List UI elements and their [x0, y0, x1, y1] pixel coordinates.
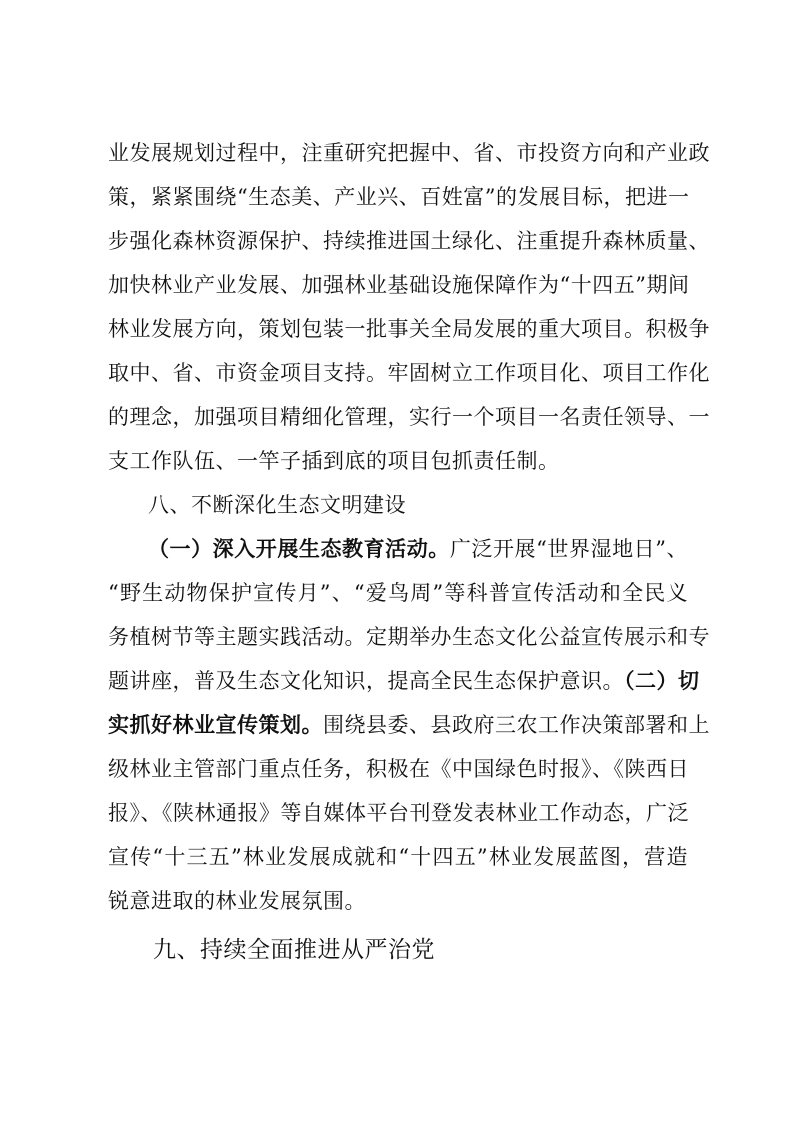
subheading-2-end: 实抓好林业宣传策划。: [108, 713, 323, 737]
paragraph-line: 林业发展方向，策划包装一批事关全局发展的重大项目。积极争: [108, 317, 710, 341]
section-heading-9: 九、持续全面推进从严治党: [153, 937, 435, 963]
paragraph-text: 围绕县委、县政府三农工作决策部署和上: [323, 713, 710, 737]
paragraph-line: 加快林业产业发展、加强林业基础设施保障作为“十四五”期间: [108, 273, 690, 297]
paragraph-text: 广泛开展“世界湿地日”、: [449, 537, 688, 561]
paragraph-line: 务植树节等主题实践活动。定期举办生态文化公益宣传展示和专: [108, 625, 710, 649]
paragraph-line: 的理念，加强项目精细化管理，实行一个项目一名责任领导、一: [108, 405, 710, 429]
paragraph-line: 取中、省、市资金项目支持。牢固树立工作项目化、项目工作化: [108, 361, 710, 385]
paragraph-line: “野生动物保护宣传月”、“爱鸟周”等科普宣传活动和全民义: [108, 581, 688, 605]
paragraph-line: 步强化森林资源保护、持续推进国土绿化、注重提升森林质量、: [108, 229, 710, 253]
paragraph-line: [148, 529, 688, 569]
paragraph-line: 报》、《陕林通报》等自媒体平台刊登发表林业工作动态，广泛: [108, 801, 689, 825]
subheading-2-start: （二）切: [624, 669, 700, 693]
paragraph-line: [108, 705, 710, 745]
paragraph-line: [108, 661, 700, 701]
paragraph-text: 题讲座，普及生态文化知识，提高全民生态保护意识。: [108, 669, 624, 693]
paragraph-line: 级林业主管部门重点任务，积极在《中国绿色时报》、《陕西日: [108, 757, 689, 781]
paragraph-line: 策，紧紧围绕“生态美、产业兴、百姓富”的发展目标，把进一: [108, 185, 690, 209]
subheading-1: （一）深入开展生态教育活动。: [148, 537, 450, 561]
paragraph-line: 业发展规划过程中，注重研究把握中、省、市投资方向和产业政: [108, 141, 710, 165]
paragraph-line: 支工作队伍、一竿子插到底的项目包抓责任制。: [108, 449, 560, 473]
paragraph-line: 宣传“十三五”林业发展成就和“十四五”林业发展蓝图，营造: [108, 845, 688, 869]
paragraph-line: 锐意进取的林业发展氛围。: [108, 889, 366, 913]
section-heading-8: 八、不断深化生态文明建设: [148, 493, 406, 517]
